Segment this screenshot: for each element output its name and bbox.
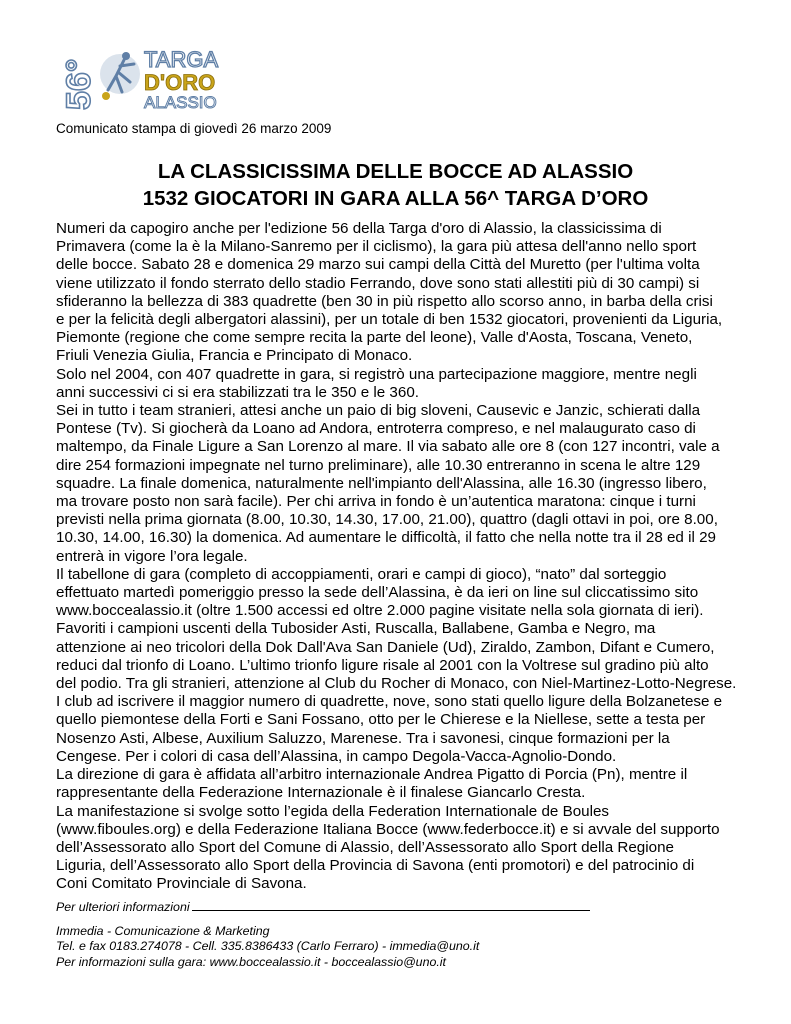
body-line: sfideranno la bellezza di 383 quadrette (ben 30 in più rispetto allo scorso anno, in barba della crisi (56, 292, 713, 310)
body-line: anni successivi ci si era stabilizzati tra le 350 e le 360. (56, 383, 419, 401)
press-release-date: Comunicato stampa di giovedì 26 marzo 2009 (56, 121, 332, 136)
headline-line-1: LA CLASSICISSIMA DELLE BOCCE AD ALASSIO (157, 160, 634, 183)
body-line: Primavera (come la è la Milano-Sanremo per il ciclismo), la gara più attesa dell'anno nello sport (56, 238, 697, 256)
contact-line: Tel. e fax 0183.274078 - Cell. 335.8386433 (Carlo Ferraro) - immedia@uno.it (56, 939, 480, 953)
body-line: del podio. Tra gli stranieri, attenzione al Club du Rocher di Monaco, con Niel-Martinez-Lotto-Negrese. (56, 675, 737, 693)
body-line: rappresentante della Federazione Internazionale è il finalese Giancarlo Cresta. (56, 784, 586, 802)
body-line: Pontese (Tv). Si giocherà da Loano ad Andora, entroterra compreso, e nel malaugurato caso di (56, 420, 696, 438)
bocce-player-icon (100, 52, 140, 100)
body-line: effettuato martedì pomeriggio presso la sede dell’Alassina, è da ieri on line sul cliccatissimo sito (56, 584, 699, 602)
body-line: La manifestazione si svolge sotto l’egida della Federation Internationale de Boules (56, 802, 610, 820)
signature-rule (192, 898, 590, 911)
body-line: I club ad iscrivere il maggior numero di quadrette, nove, sono stati quello ligure della Bolzanetese e (56, 693, 723, 711)
body-line: maltempo, da Finale Ligure a San Lorenzo al mare. Il via sabato alle ore 8 (con 127 incontri, vale a (56, 438, 720, 456)
body-line: Liguria, dell’Assessorato allo Sport della Provincia di Savona (enti promotori) e del patrocinio di (56, 857, 695, 875)
more-info-label: Per ulteriori informazioni (56, 900, 190, 914)
body-line: Sei in tutto i team stranieri, attesi anche un paio di big sloveni, Causevic e Janzic, schierati dalla (56, 402, 701, 420)
body-line: Favoriti i campioni uscenti della Tubosider Asti, Ruscalla, Ballabene, Gamba e Negro, ma (56, 620, 656, 638)
article-body (56, 220, 746, 894)
body-line: ma trovare posto non sarà facile). Per chi arriva in fondo è un’autentica maratona: cinque i turni (56, 493, 696, 511)
body-line: reduci dal trionfo di Loano. L’ultimo trionfo ligure risale al 2001 con la Voltrese sul gradino più alto (56, 656, 709, 674)
logo-line3: ALASSIO (144, 93, 217, 112)
body-line: Coni Comitato Provinciale di Savona. (56, 875, 307, 893)
body-line: Friuli Venezia Giulia, Francia e Principato di Monaco. (56, 347, 413, 365)
footer (56, 898, 590, 970)
body-line: entrerà in vigore l’ora legale. (56, 547, 248, 565)
headline (0, 158, 791, 212)
more-info-line (56, 898, 590, 916)
race-info-line: Per informazioni sulla gara: www.boccealassio.it - boccealassio@uno.it (56, 954, 446, 969)
body-line: attenzione ai neo tricolori della Dok Dall'Ava San Daniele (Ud), Ziraldo, Zambon, Difant e Cumero, (56, 638, 715, 656)
body-line: Cengese. Per i colori di casa dell’Alassina, in campo Degola-Vacca-Agnolio-Dondo. (56, 747, 617, 765)
body-line: e per la felicità degli albergatori alassini), per un totale di ben 1532 giocatori, provenienti da Liguria, (56, 311, 723, 329)
body-line: (www.fiboules.org) e della Federazione Italiana Bocce (www.federbocce.it) e si avvale del supporto (56, 820, 720, 838)
logo-line1: TARGA (144, 47, 219, 72)
logo-graphic (60, 44, 256, 112)
body-line: Numeri da capogiro anche per l'edizione 56 della Targa d'oro di Alassio, la classicissima di (56, 220, 662, 237)
headline-line-2: 1532 GIOCATORI IN GARA ALLA 56^ TARGA D’ORO (142, 187, 649, 210)
body-line: Nosenzo Asti, Albese, Auxilium Saluzzo, Marenese. Tra i savonesi, cinque formazioni per la (56, 729, 670, 747)
body-line: Solo nel 2004, con 407 quadrette in gara, si registrò una partecipazione maggiore, mentre negli (56, 365, 697, 383)
body-line: viene utilizzato il fondo sterrato dello stadio Ferrando, dove sono stati allestiti più di 30 campi) si (56, 274, 700, 292)
logo-line2: D'ORO (144, 70, 216, 95)
body-line: Il tabellone di gara (completo di accoppiamenti, orari e campi di gioco), “nato” dal sorteggio (56, 565, 667, 583)
body-line: delle bocce. Sabato 28 e domenica 29 marzo sui campi della Città del Muretto (per l'ultima volta (56, 256, 700, 274)
body-line: previsti nella prima giornata (8.00, 10.30, 14.30, 17.00, 21.00), quattro (dagli ottavi in poi, ore 8.00, (56, 511, 718, 529)
body-line: Piemonte (regione che come sempre recita la parte del leone), Valle d'Aosta, Toscana, Veneto, (56, 329, 693, 347)
agency-name: Immedia - Comunicazione & Marketing (56, 923, 270, 938)
logo-edition: 56° (60, 58, 98, 110)
targa-doro-logo (60, 44, 256, 112)
body-line: 10.30, 14.00, 16.30) la domenica. Ad aumentare le difficoltà, il fatto che nella notte tra il 28 ed il 29 (56, 529, 716, 547)
body-line: La direzione di gara è affidata all’arbitro internazionale Andrea Pigatto di Porcia (Pn), mentre il (56, 766, 688, 784)
body-line: dell’Assessorato allo Sport del Comune di Alassio, dell’Assessorato allo Sport della Regione (56, 838, 674, 856)
body-line: quello piemontese della Forti e Sani Fossano, otto per le Chierese e la Niellese, sette a testa per (56, 711, 706, 729)
body-line: squadre. La finale domenica, naturalmente nell'impianto dell'Alassina, alle 16.30 (ingresso libero, (56, 474, 707, 492)
body-line: www.boccealassio.it (oltre 1.500 accessi ed oltre 2.000 pagine visitate nella sola giornata di ieri). (56, 602, 704, 620)
body-line: dire 254 formazioni impegnate nel turno preliminare), alle 10.30 entreranno in scena le altre 129 (56, 456, 701, 474)
